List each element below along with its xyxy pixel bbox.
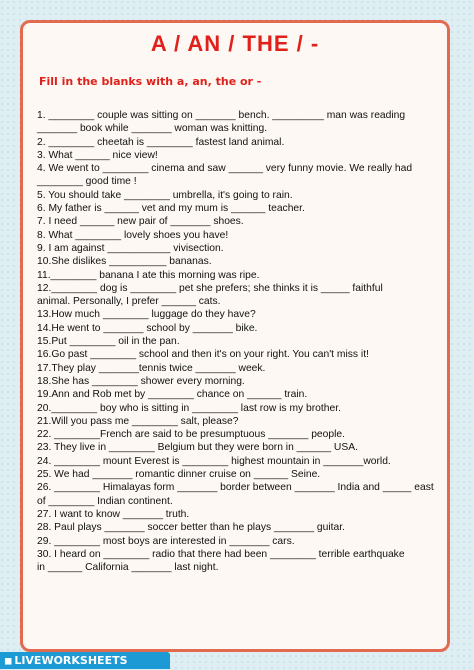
exercise-line: 29. ________ most boys are interested in _______ cars. [37, 535, 295, 547]
exercise-line: animal. Personally, I prefer ______ cats. [37, 296, 221, 308]
exercise-line: 20.________ boy who is sitting in ________ last row is my brother. [37, 402, 341, 414]
exercise-line: 7. I need ______ new pair of _______ shoes. [37, 216, 244, 228]
exercise-line: ________ good time ! [37, 176, 137, 188]
exercise-line: 22. ________French are said to be presumptuous _______ people. [37, 429, 345, 441]
exercise-line: 28. Paul plays _______ soccer better than he plays _______ guitar. [37, 522, 345, 534]
exercise-line: 30. I heard on ________ radio that there had been ________ terrible earthquake [37, 548, 405, 560]
exercise-line: 1. ________ couple was sitting on _______ bench. _________ man was reading [37, 110, 406, 121]
exercise-line: 19.Ann and Rob met by ________ chance on ______ train. [37, 389, 308, 401]
exercise-line: _______ book while _______ woman was knitting. [37, 123, 268, 135]
exercise-line: 15.Put ________ oil in the pan. [37, 336, 180, 348]
exercise-line: 11.________ banana I ate this morning was ripe. [37, 269, 260, 281]
exercise-line: 23. They live in ________ Belgium but they were born in ______ USA. [37, 442, 358, 454]
exercise-line: 25. We had _______ romantic dinner cruise on ______ Seine. [37, 469, 321, 481]
exercise-line: of ________ Indian continent. [37, 495, 173, 507]
exercise-line: 27. I want to know _______ truth. [37, 508, 190, 520]
exercise-line: 2. ________ cheetah is ________ fastest land animal. [37, 136, 285, 148]
exercise-line: 9. I am against ___________ vivisection. [37, 242, 224, 254]
exercise-line: 18.She has ________ shower every morning. [37, 375, 245, 387]
exercise-line: 24. ________ mount Everest is ________ highest mountain in _______world. [37, 455, 391, 467]
liveworksheets-footer[interactable] [0, 652, 170, 669]
exercise-line: 26. ________ Himalayas form _______ border between _______ India and _____ east [37, 482, 434, 494]
exercise-line: 4. We went to ________ cinema and saw ______ very funny movie. We really had [37, 163, 413, 175]
footer-brand: LIVEWORKSHEETS [14, 654, 128, 667]
instruction-text: Fill in the blanks with a, an, the or - [39, 75, 262, 88]
exercise-line: 16.Go past ________ school and then it's on your right. You can't miss it! [37, 349, 369, 361]
exercise-line: in ______ California _______ last night. [37, 562, 219, 574]
exercise-line: 21.Will you pass me ________ salt, please? [37, 415, 239, 427]
liveworksheets-logo-icon: ◼ [4, 656, 13, 667]
exercise-line: 17.They play _______tennis twice _______ week. [37, 362, 266, 374]
exercise-line: 3. What ______ nice view! [37, 149, 158, 161]
exercise-line: 8. What ________ lovely shoes you have! [37, 229, 229, 241]
exercise-line: 5. You should take ________ umbrella, it's going to rain. [37, 189, 293, 201]
exercise-line: 14.He went to _______ school by _______ bike. [37, 322, 258, 334]
worksheet [20, 20, 450, 652]
exercise-line: 13.How much ________ luggage do they have? [37, 309, 256, 321]
worksheet-title: A / AN / THE / - [150, 31, 320, 56]
exercise-list [37, 109, 442, 574]
exercise-line: 6. My father is ______ vet and my mum is ______ teacher. [37, 203, 305, 215]
exercise-line: 10.She dislikes __________ bananas. [37, 256, 212, 268]
exercise-line: 12.________ dog is ________ pet she prefers; she thinks it is _____ faithful [37, 282, 383, 294]
